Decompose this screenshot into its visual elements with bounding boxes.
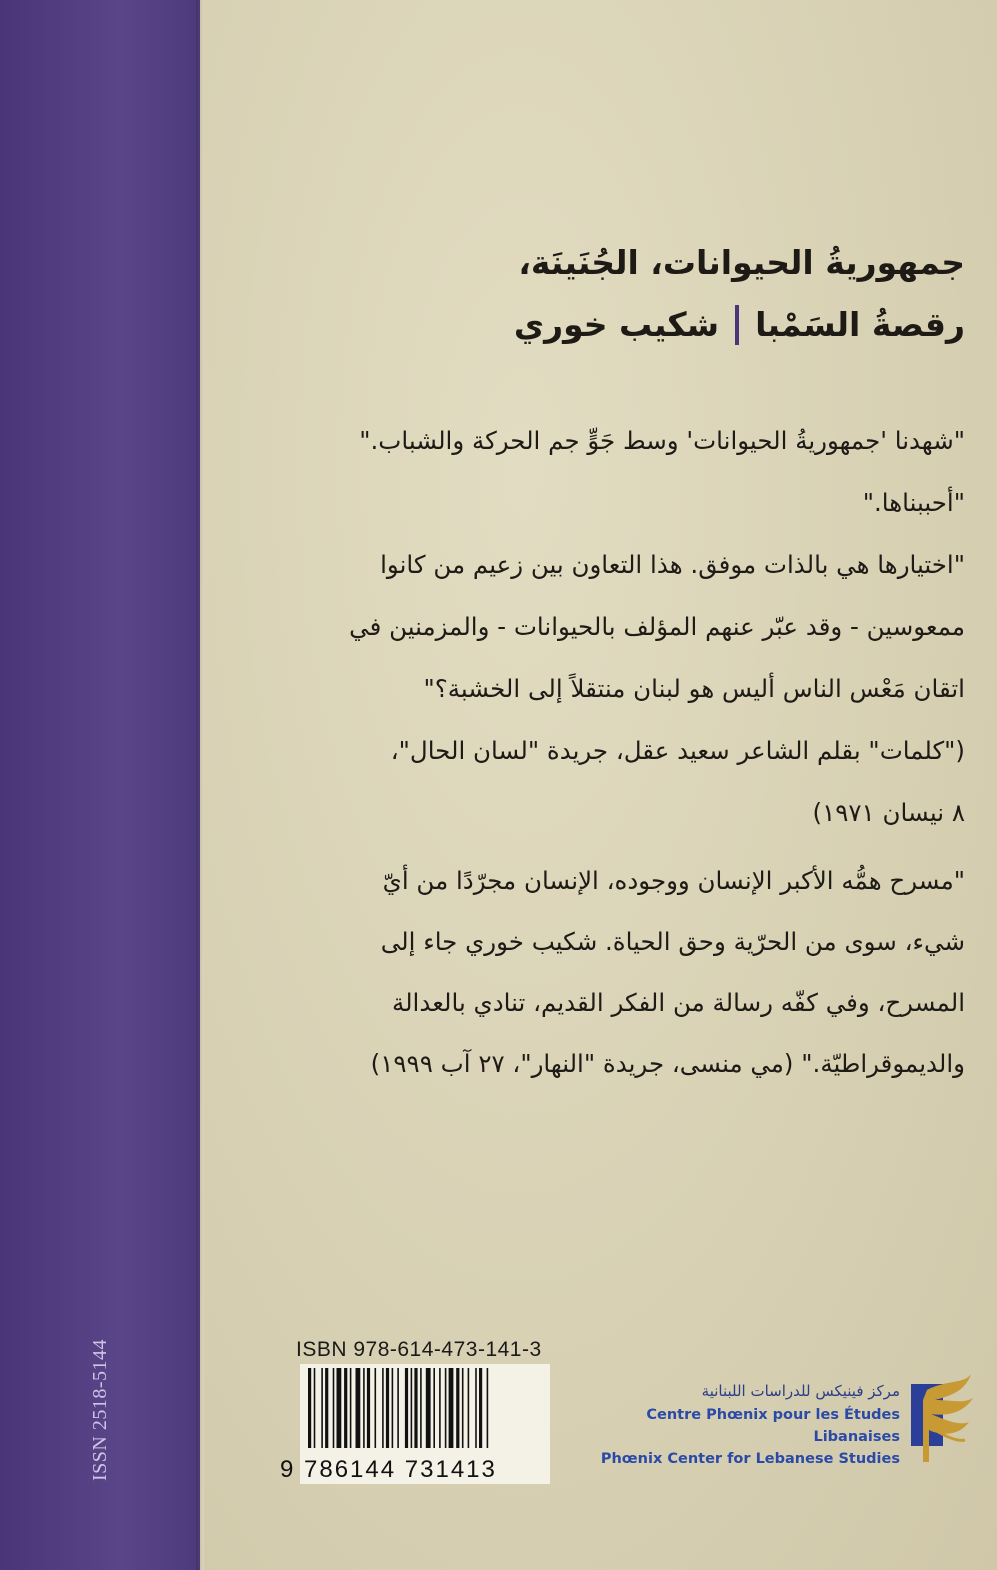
barcode-bar — [386, 1368, 389, 1448]
quote-line: ("كلمات" بقلم الشاعر سعيد عقل، جريدة "لسان الحال"، — [390, 736, 965, 765]
quote-line: "أحببناها." — [862, 488, 965, 517]
isbn-label: ISBN 978-614-473-141-3 — [296, 1338, 542, 1361]
publisher-block — [580, 1382, 900, 1470]
quote-line: "شهدنا 'جمهوريةُ الحيوانات' وسط جَوٍّ جم الحركة والشباب." — [359, 426, 965, 455]
publisher-name-english: Phœnix Center for Lebanese Studies — [600, 1451, 900, 1467]
barcode-bar — [426, 1368, 431, 1448]
book-title-line2 — [245, 294, 965, 356]
barcode-bar — [487, 1368, 489, 1448]
publisher-name-french: Centre Phœnix pour les Études Libanaises — [646, 1407, 900, 1445]
barcode-bar — [411, 1368, 413, 1448]
phoenix-logo-icon — [905, 1370, 977, 1470]
publisher-name-arabic: مركز فينيكس للدراسات اللبنانية — [701, 1382, 900, 1400]
barcode-bar — [325, 1368, 328, 1448]
book-title-works: رقصةُ السَمْبا — [755, 305, 965, 344]
book-author: شكيب خوري — [513, 305, 720, 344]
spine-issn: ISSN 2518-5144 — [89, 1339, 111, 1482]
barcode-bar — [333, 1368, 335, 1448]
barcode-bar — [350, 1368, 352, 1448]
barcode-digits: 9 786144 731413 — [280, 1456, 497, 1483]
review-quote-said-akl — [245, 410, 965, 844]
barcode-bar — [475, 1368, 477, 1448]
book-title-line1: جمهوريةُ الحيوانات، الجُنَينَة، — [518, 243, 965, 282]
spine-edge-shadow — [196, 0, 204, 1570]
title-separator-bar — [735, 305, 739, 345]
barcode-bar — [397, 1368, 399, 1448]
quote-line: اتقان مَعْس الناس أليس هو لبنان منتقلاً إلى الخشبة؟" — [423, 674, 965, 703]
barcode-bar — [321, 1368, 323, 1448]
barcode-bar — [456, 1368, 459, 1448]
book-title-block — [245, 232, 965, 356]
barcode-bar — [433, 1368, 435, 1448]
barcode-bar — [405, 1368, 408, 1448]
barcode-bar — [439, 1368, 441, 1448]
barcode-bar — [468, 1368, 470, 1448]
barcode-bar — [462, 1368, 464, 1448]
quote-line: ممعوسين - وقد عبّر عنهم المؤلف بالحيوانات - والمزمنين في — [349, 612, 965, 641]
barcode-bar — [375, 1368, 377, 1448]
barcode-bar — [308, 1368, 311, 1448]
barcode-bar — [479, 1368, 482, 1448]
review-quote-may-mansa — [245, 850, 965, 1094]
quote-line: "مسرح همُّه الأكبر الإنسان ووجوده، الإنسان مجرّدًا من أيّ — [382, 866, 965, 895]
barcode-bar — [414, 1368, 417, 1448]
barcode-bar — [445, 1368, 447, 1448]
barcode-bar — [337, 1368, 342, 1448]
quote-line: "اختيارها هي بالذات موفق. هذا التعاون بين زعيم من كانوا — [380, 550, 965, 579]
quote-line: شيء، سوى من الحرّية وحق الحياة. شكيب خوري جاء إلى — [380, 927, 965, 956]
barcode-bar — [392, 1368, 394, 1448]
barcode-bar — [314, 1368, 316, 1448]
barcode-bar — [449, 1368, 454, 1448]
quote-line: ٨ نيسان ١٩٧١) — [812, 798, 965, 827]
barcode-bar — [363, 1368, 365, 1448]
barcode-bar — [356, 1368, 361, 1448]
barcode-bars — [308, 1368, 542, 1448]
barcode-bar — [420, 1368, 422, 1448]
barcode-bar — [367, 1368, 370, 1448]
quote-line: المسرح، وفي كفّه رسالة من الفكر القديم، تنادي بالعدالة — [391, 988, 965, 1017]
quote-line: والديموقراطيّة." (مي منسى، جريدة "النهار"، ٢٧ آب ١٩٩٩) — [370, 1049, 965, 1078]
barcode-bar — [344, 1368, 347, 1448]
barcode-bar — [382, 1368, 384, 1448]
